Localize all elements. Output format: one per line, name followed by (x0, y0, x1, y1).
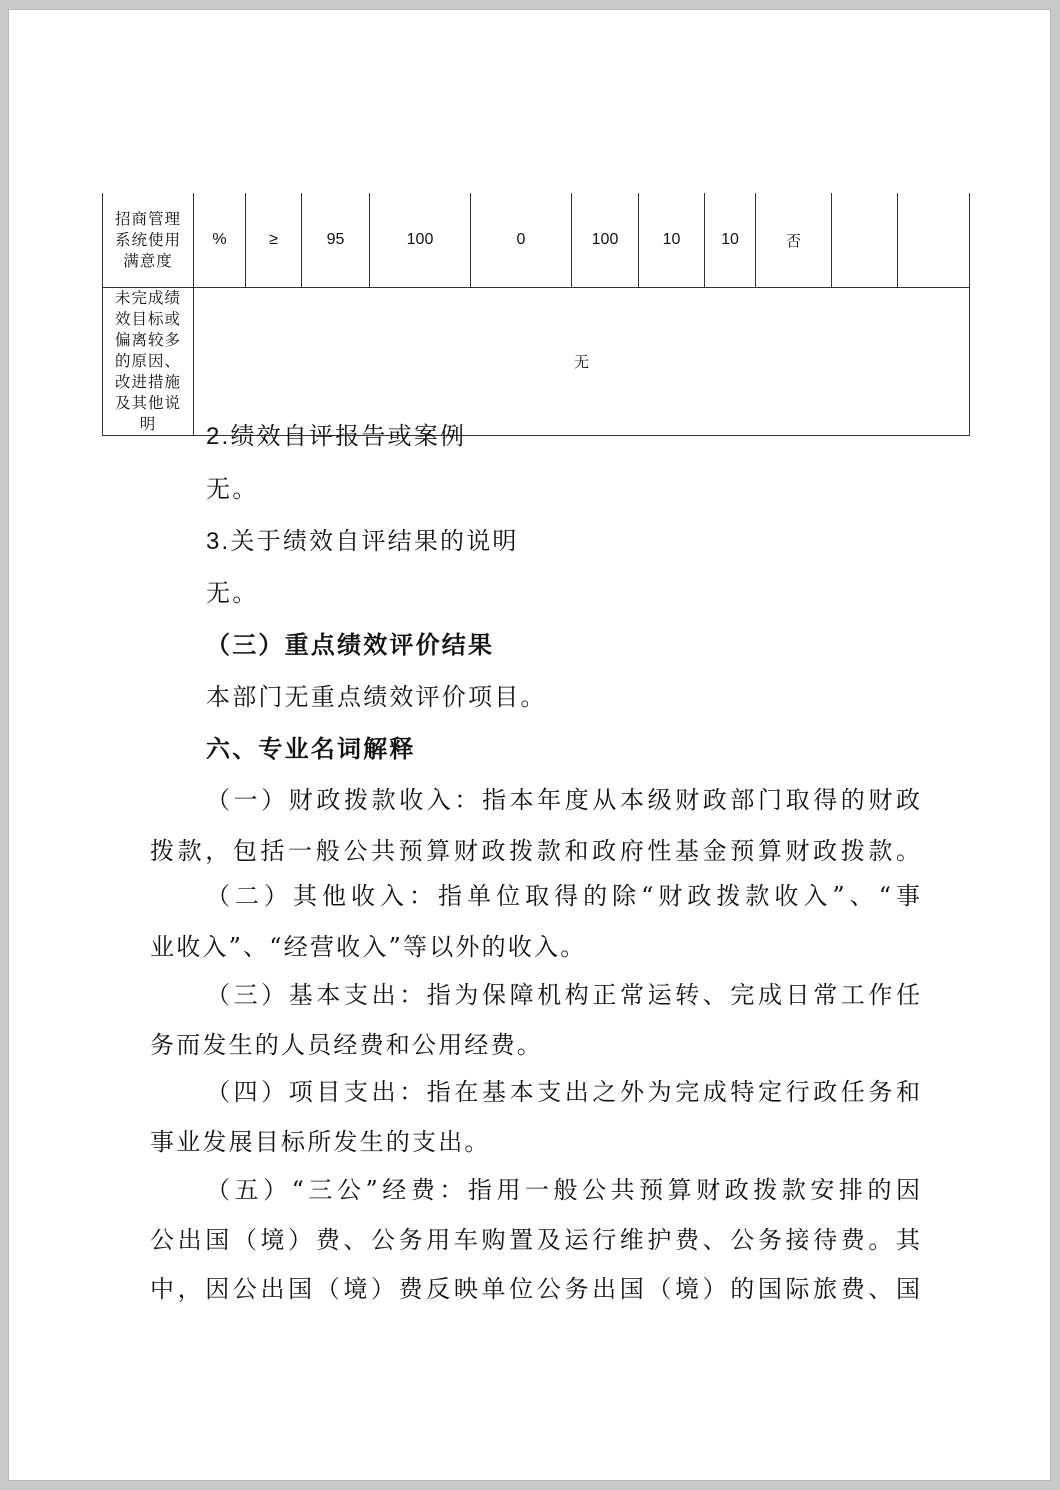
target-cell: 95 (302, 193, 370, 288)
paragraph-none: 无。 (206, 579, 259, 607)
table-row (103, 193, 970, 288)
term-project-expense-line2: 事业发展目标所发生的支出。 (150, 1128, 491, 1156)
term-three-public-line1: （五）“三公”经费：指用一般公共预算财政拨款安排的因 (206, 1176, 920, 1204)
term-basic-expense-line2: 务而发生的人员经费和公用经费。 (150, 1031, 543, 1059)
explanation-label-cell: 未完成绩效目标或偏离较多的原因、改进措施及其他说明 (103, 288, 194, 436)
table-cell: 10 (639, 193, 705, 288)
paragraph-none: 无。 (206, 475, 259, 503)
heading-terminology: 六、专业名词解释 (206, 734, 416, 763)
table-row (103, 288, 970, 436)
table-cell (832, 193, 898, 288)
indicator-name-cell: 招商管理系统使用满意度 (103, 193, 194, 288)
unit-cell: % (194, 193, 246, 288)
term-other-income-line1: （二）其他收入：指单位取得的除“财政拨款收入”、“事 (206, 882, 920, 910)
term-three-public-line2: 公出国（境）费、公务用车购置及运行维护费、公务接待费。其 (150, 1226, 920, 1254)
heading-self-evaluation-results: 3.关于绩效自评结果的说明 (206, 527, 519, 555)
performance-table (102, 193, 970, 436)
table-cell: 0 (471, 193, 572, 288)
paragraph-key-evaluation: 本部门无重点绩效评价项目。 (206, 683, 547, 711)
operator-cell: ≥ (246, 193, 302, 288)
heading-key-evaluation: （三）重点绩效评价结果 (206, 630, 495, 659)
term-fiscal-allocation-line2: 拨款，包括一般公共预算财政拨款和政府性基金预算财政拨款。 (150, 837, 920, 865)
term-basic-expense-line1: （三）基本支出：指为保障机构正常运转、完成日常工作任 (206, 981, 920, 1009)
explanation-value-cell: 无 (194, 288, 970, 436)
term-other-income-line2: 业收入”、“经营收入”等以外的收入。 (150, 933, 587, 961)
heading-self-evaluation-report: 2.绩效自评报告或案例 (206, 422, 467, 450)
table-cell (898, 193, 970, 288)
term-project-expense-line1: （四）项目支出：指在基本支出之外为完成特定行政任务和 (206, 1078, 920, 1106)
actual-cell: 100 (370, 193, 471, 288)
table-cell: 10 (705, 193, 756, 288)
term-three-public-line3: 中，因公出国（境）费反映单位公务出国（境）的国际旅费、国 (150, 1275, 920, 1303)
table-cell: 100 (572, 193, 639, 288)
term-fiscal-allocation-line1: （一）财政拨款收入：指本年度从本级财政部门取得的财政 (206, 786, 920, 814)
table-cell: 否 (756, 193, 832, 288)
